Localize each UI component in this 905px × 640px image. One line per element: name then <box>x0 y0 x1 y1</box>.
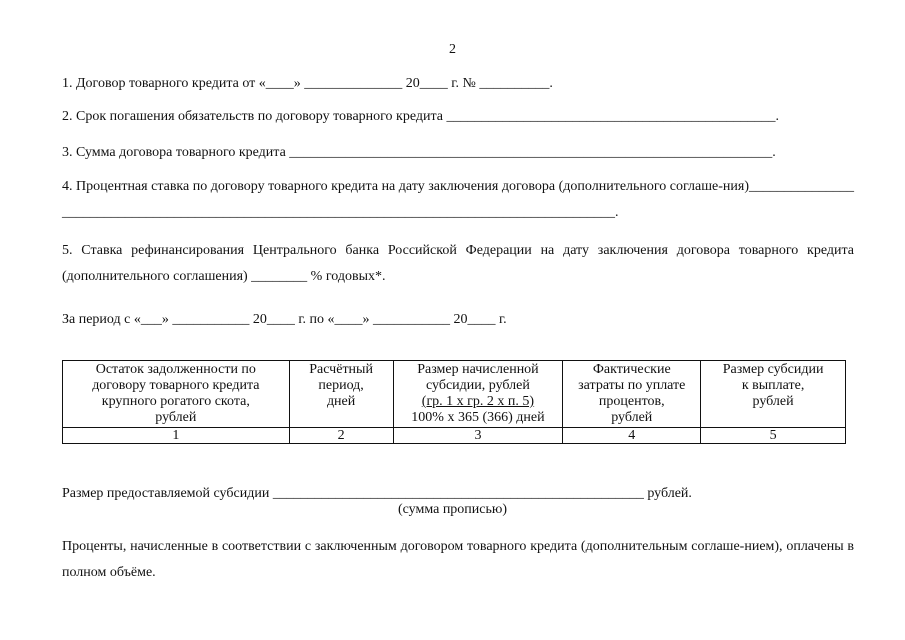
item-2-repayment-term: 2. Срок погашения обязательств по договору товарного кредита _______________________________________________. <box>62 109 779 124</box>
header-line: рублей <box>752 394 794 409</box>
header-subsidy-payout <box>701 361 846 428</box>
column-number: 2 <box>289 428 393 444</box>
table-header-row <box>63 361 846 428</box>
item-3-agreement-sum: 3. Сумма договора товарного кредита _____________________________________________________________________. <box>62 145 776 160</box>
header-line: Фактические <box>592 362 671 377</box>
column-number: 4 <box>563 428 701 444</box>
header-line: рублей <box>611 410 653 425</box>
header-line: субсидии, рублей <box>426 378 530 393</box>
formula-denominator: 100% х 365 (366) дней <box>411 410 545 425</box>
closing-statement: Проценты, начисленные в соответствии с заключенным договором товарного кредита (дополнительным соглаше-нием), оплачены в полном объёме. <box>62 539 854 580</box>
header-line: договору товарного кредита <box>92 378 260 393</box>
header-calc-period <box>289 361 393 428</box>
header-line: Остаток задолженности по <box>95 362 256 377</box>
subsidy-amount-line: Размер предоставляемой субсидии _____________________________________________________ рублей. <box>62 486 692 501</box>
item-5-refinancing-rate: 5. Ставка рефинансирования Центрального банка Российской Федерации на дату заключения договора товарного кредита (дополнительного соглашения) ________ % годовых*. <box>62 243 854 284</box>
header-line: крупного рогатого скота, <box>101 394 250 409</box>
column-number: 3 <box>393 428 563 444</box>
item-4-interest-rate: 4. Процентная ставка по договору товарного кредита на дату заключения договора (дополнительного соглаше-ния)______________________________________________________________________________________________. <box>62 179 854 220</box>
header-line: рублей <box>155 410 197 425</box>
header-line: Расчётный <box>309 362 373 377</box>
header-actual-costs <box>563 361 701 428</box>
formula-numerator: (гр. 1 х гр. 2 х п. 5) <box>421 394 535 409</box>
header-line: затраты по уплате <box>578 378 686 393</box>
column-number: 1 <box>63 428 290 444</box>
header-line: Размер субсидии <box>722 362 824 377</box>
header-line: Размер начисленной <box>417 362 539 377</box>
subsidy-amount-caption: (сумма прописью) <box>397 502 508 517</box>
page-number: 2 <box>449 42 456 57</box>
header-accrued-subsidy <box>393 361 563 428</box>
header-line: период, <box>318 378 364 393</box>
table-row-column-numbers <box>63 428 846 444</box>
period-line: За период с «___» ___________ 20____ г. по «____» ___________ 20____ г. <box>62 312 507 327</box>
subsidy-calculation-table <box>62 360 846 444</box>
column-number: 5 <box>701 428 846 444</box>
header-line: дней <box>326 394 356 409</box>
header-line: к выплате, <box>741 378 805 393</box>
header-line: процентов, <box>598 394 665 409</box>
item-1-credit-agreement: 1. Договор товарного кредита от «____» ______________ 20____ г. № __________. <box>62 76 553 91</box>
header-debt-balance <box>63 361 290 428</box>
